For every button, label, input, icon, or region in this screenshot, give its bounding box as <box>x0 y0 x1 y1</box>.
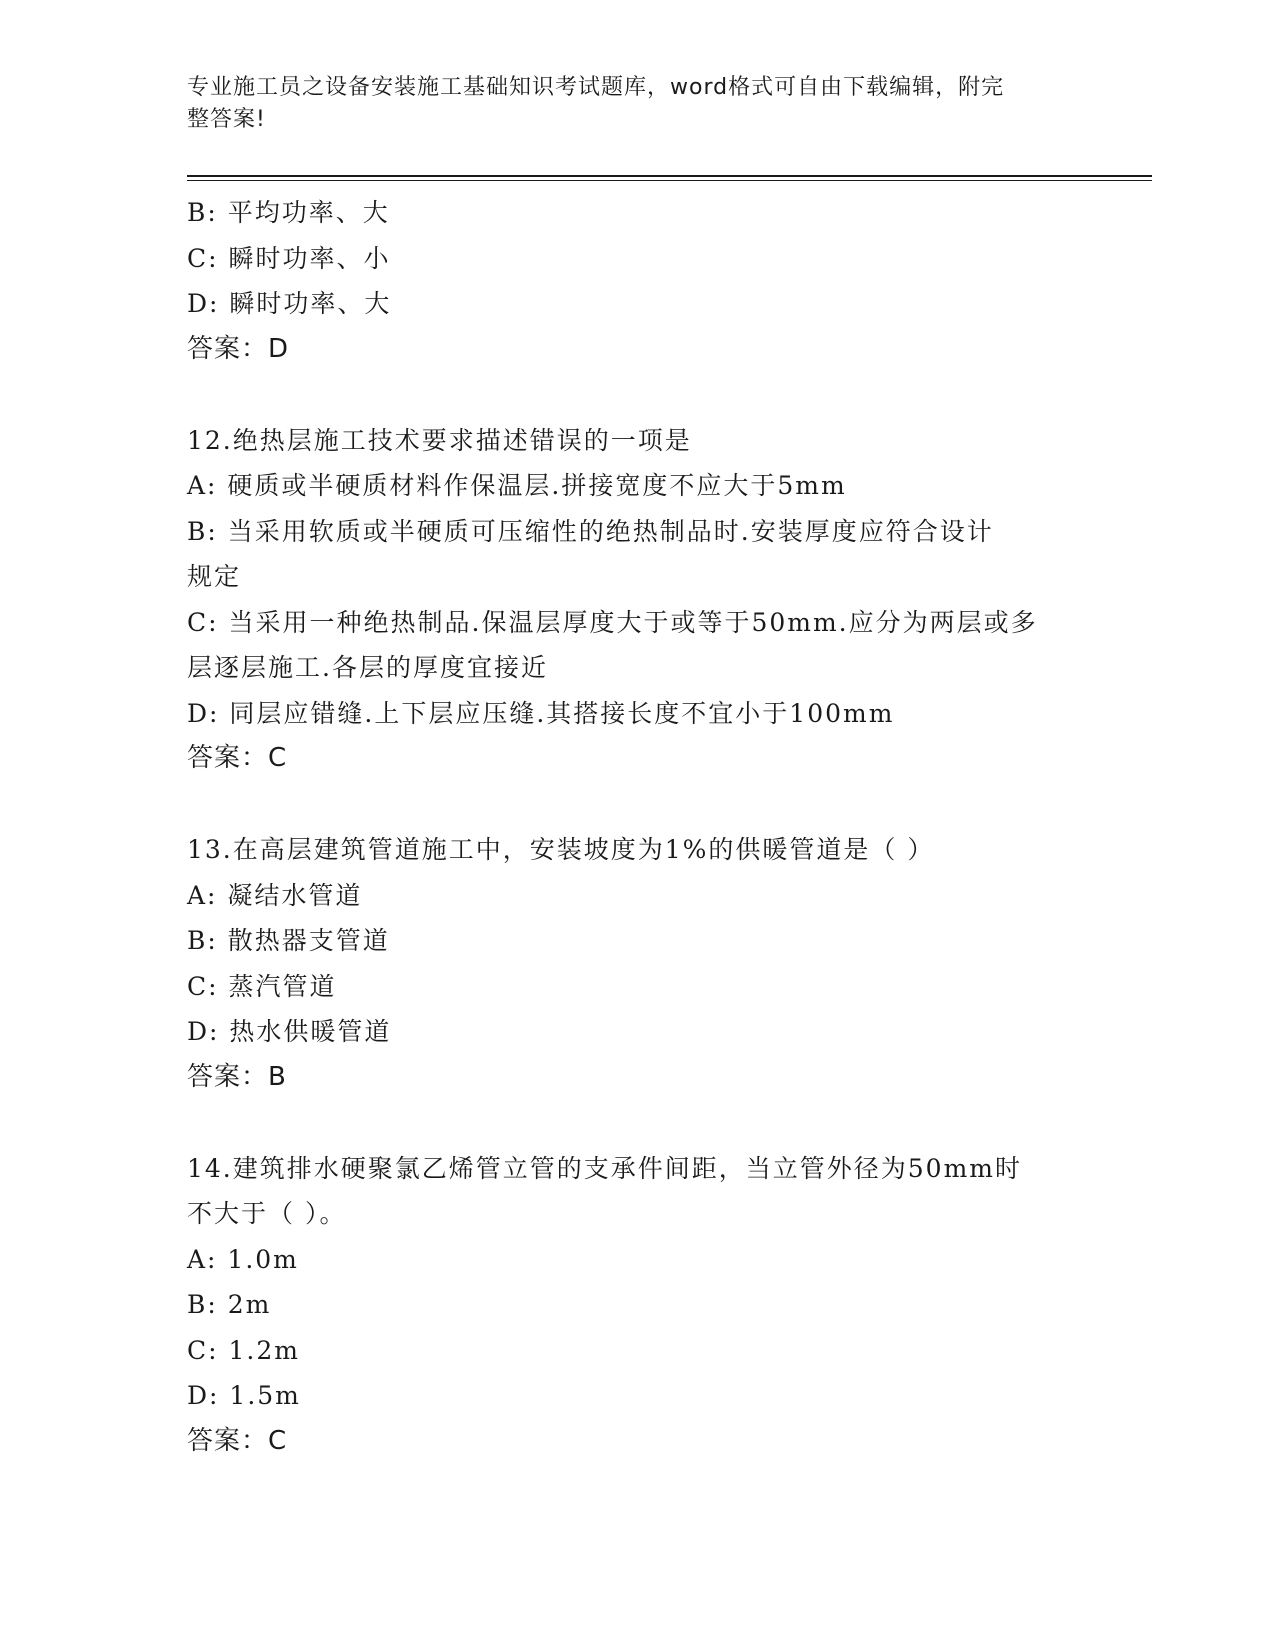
q14-option-d: D: 1.5m <box>187 1381 301 1410</box>
q12-option-b-line-2: 规定 <box>187 562 242 591</box>
spacer <box>187 372 1087 418</box>
q14-answer: 答案：C <box>187 1425 288 1456</box>
spacer <box>187 782 1087 828</box>
q11-option-d: D: 瞬时功率、大 <box>187 289 392 318</box>
question-13-block <box>187 827 1087 1100</box>
q14-option-a: A: 1.0m <box>187 1244 299 1274</box>
q14-option-c: C: 1.2m <box>187 1335 300 1365</box>
spacer <box>187 1100 1087 1146</box>
q12-question: 12.绝热层施工技术要求描述错误的一项是 <box>187 425 692 455</box>
q11-option-c: C: 瞬时功率、小 <box>187 243 391 273</box>
header-divider-thick <box>187 175 1152 177</box>
q12-option-b-line-1: B: 当采用软质或半硬质可压缩性的绝热制品时.安装厚度应符合设计 <box>187 516 994 546</box>
header-line-1: 专业施工员之设备安装施工基础知识考试题库，word格式可自由下载编辑，附完 <box>187 75 1005 100</box>
header-line-2: 整答案! <box>187 107 266 132</box>
question-14-block <box>187 1146 1087 1465</box>
q12-option-c-line-2: 层逐层施工.各层的厚度宜接近 <box>187 653 548 682</box>
q12-answer: 答案：C <box>187 743 288 773</box>
q14-option-b: B: 2m <box>187 1290 272 1319</box>
question-12-block <box>187 418 1087 782</box>
q13-answer: 答案：B <box>187 1061 287 1092</box>
q13-option-d: D: 热水供暖管道 <box>187 1017 392 1046</box>
q12-option-c-line-1: C: 当采用一种绝热制品.保温层厚度大于或等于50mm.应分为两层或多 <box>187 607 1038 637</box>
q11-answer: 答案：D <box>187 333 290 364</box>
header-divider-thin <box>187 180 1152 181</box>
q14-question-line-2: 不大于（ ）。 <box>187 1199 347 1228</box>
question-11-block <box>187 190 1087 372</box>
q13-question: 13.在高层建筑管道施工中，安装坡度为1%的供暖管道是（ ） <box>187 835 935 864</box>
q13-option-a: A: 凝结水管道 <box>187 880 363 910</box>
q11-option-b: B: 平均功率、大 <box>187 198 390 227</box>
question-list <box>187 190 1087 1464</box>
q12-option-a: A: 硬质或半硬质材料作保温层.拼接宽度不应大于5mm <box>187 471 847 500</box>
q13-option-c: C: 蒸汽管道 <box>187 971 337 1001</box>
document-header <box>187 72 1067 136</box>
q13-option-b: B: 散热器支管道 <box>187 926 390 955</box>
q12-option-d: D: 同层应错缝.上下层应压缝.其搭接长度不宜小于100mm <box>187 698 895 728</box>
q14-question-line-1: 14.建筑排水硬聚氯乙烯管立管的支承件间距，当立管外径为50mm时 <box>187 1153 1022 1183</box>
